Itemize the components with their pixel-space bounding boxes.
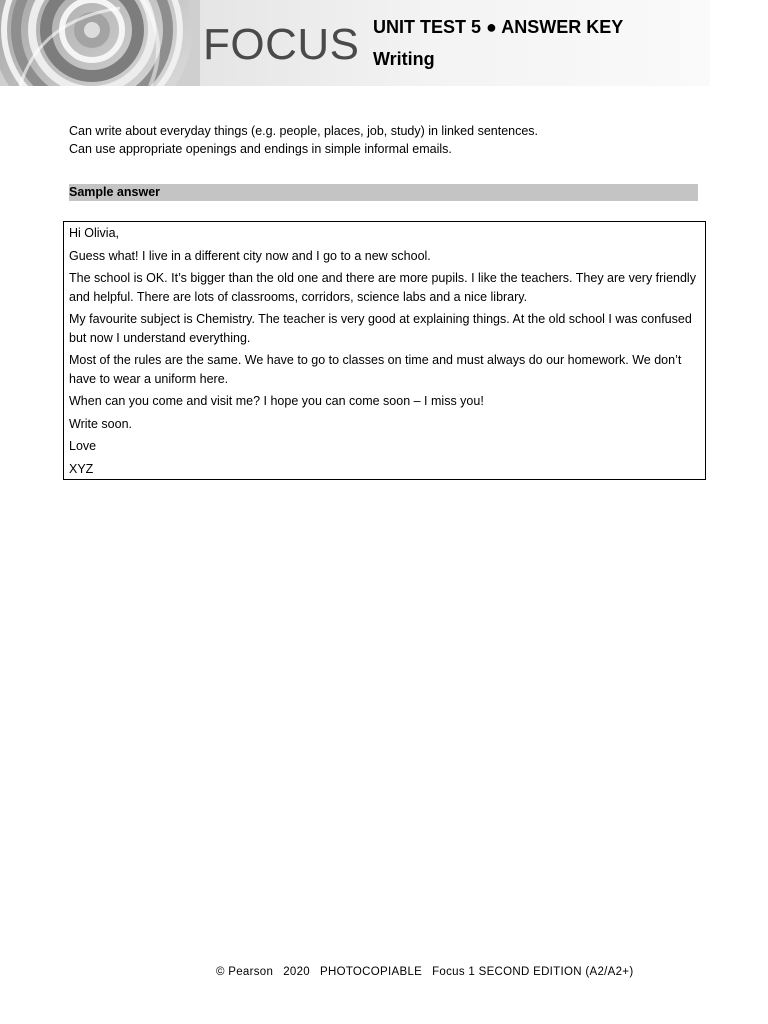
concentric-circles-logo-icon	[0, 0, 200, 86]
email-paragraph: Most of the rules are the same. We have to go to classes on time and must always do our homework. We don’t have to wear a uniform here.	[69, 353, 682, 386]
footer-edition: Focus 1 SECOND EDITION (A2/A2+)	[432, 966, 634, 978]
objective-line: Can write about everyday things (e.g. people, places, job, study) in linked sentences.	[69, 124, 539, 138]
sample-answer-box	[63, 221, 706, 480]
unit-title: UNIT TEST 5 ● ANSWER KEY	[373, 17, 624, 37]
section-title: Writing	[373, 49, 435, 69]
email-paragraph: Guess what! I live in a different city now and I go to a new school.	[69, 248, 431, 263]
email-paragraph: My favourite subject is Chemistry. The teacher is very good at explaining things. At the old school I was confused but now I understand everything.	[69, 312, 692, 345]
brand-logo-text: FOCUS	[203, 20, 360, 69]
email-paragraph: The school is OK. It’s bigger than the old one and there are more pupils. I like the teachers. They are very friendly and helpful. There are lots of classrooms, corridors, science labs and a nice library.	[69, 271, 696, 304]
email-paragraph: Write soon.	[69, 416, 132, 431]
email-signature: XYZ	[69, 461, 94, 476]
footer-year: 2020	[283, 966, 310, 978]
email-paragraph: When can you come and visit me? I hope you can come soon – I miss you!	[69, 394, 484, 408]
email-greeting: Hi Olivia,	[69, 226, 120, 240]
footer-photocopiable: PHOTOCOPIABLE	[320, 966, 423, 978]
sample-answer-heading: Sample answer	[69, 184, 698, 201]
footer-copyright: © Pearson	[216, 966, 274, 978]
learning-objectives	[69, 122, 709, 158]
objective-line: Can use appropriate openings and endings in simple informal emails.	[69, 142, 452, 156]
page-footer	[216, 964, 643, 980]
page-header	[0, 0, 710, 86]
email-closing: Love	[69, 439, 97, 453]
